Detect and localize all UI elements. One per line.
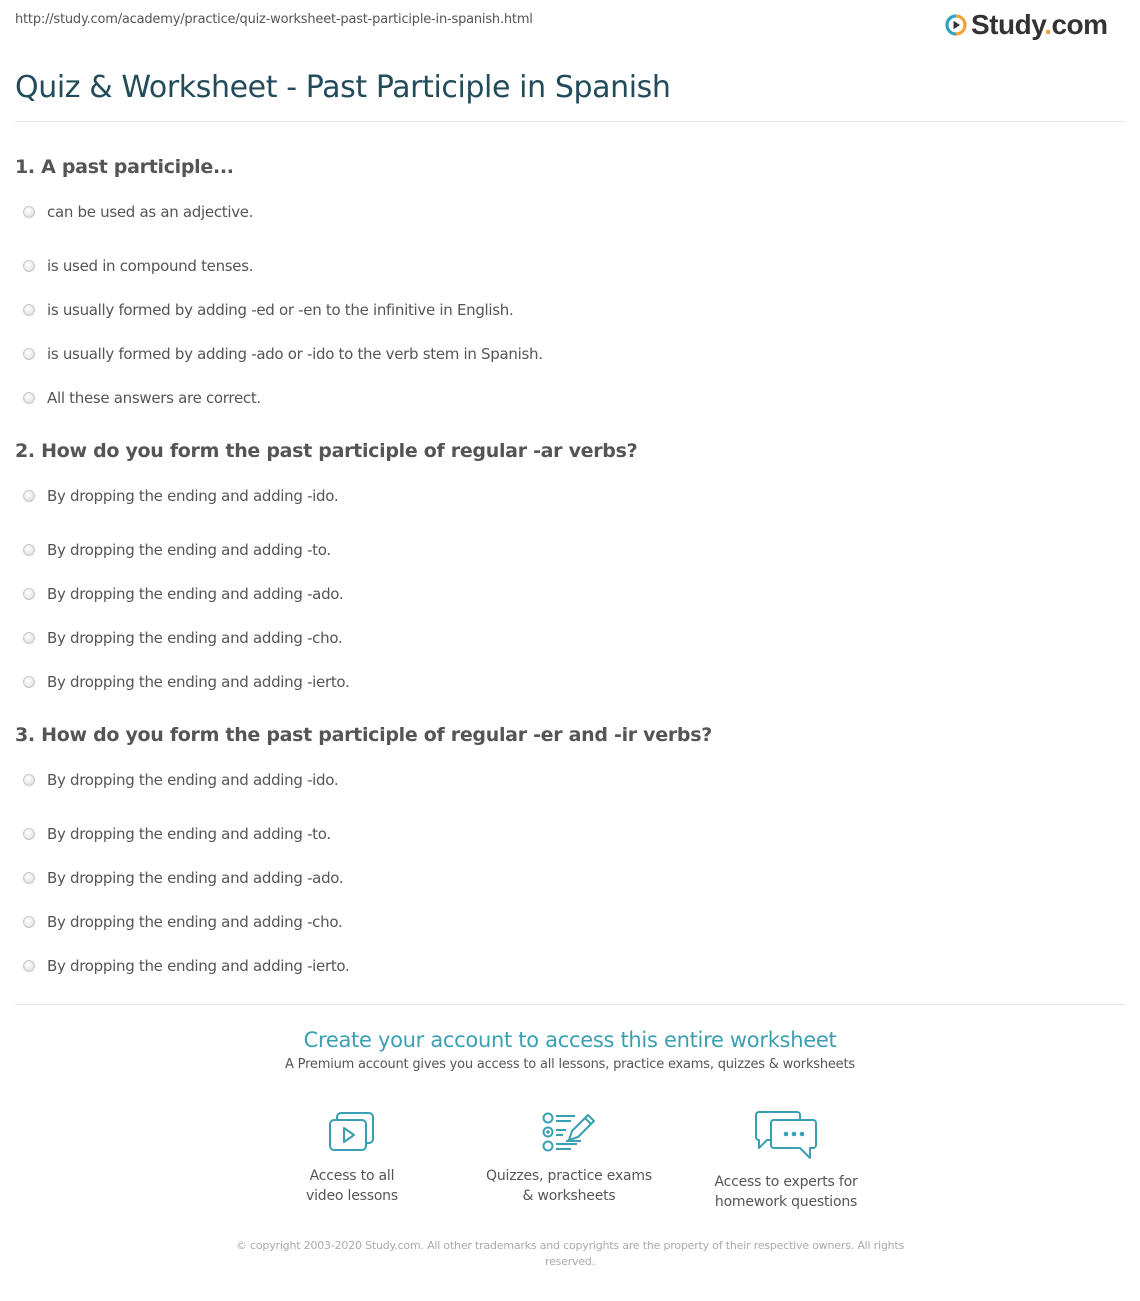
answer-text: is usually formed by adding -ed or -en to the infinitive in English. (47, 301, 514, 319)
study-logo-text: Study.com (971, 9, 1108, 40)
page-title: Quiz & Worksheet - Past Participle in Spanish (15, 70, 671, 105)
page-url: http://study.com/academy/practice/quiz-worksheet-past-participle-in-spanish.html (15, 12, 533, 27)
radio-button-icon[interactable] (23, 828, 35, 840)
study-logo-icon (945, 14, 967, 36)
answer-option[interactable] (15, 376, 543, 420)
feature-label: Access to experts for homework questions (714, 1174, 858, 1210)
answer-option[interactable] (15, 660, 637, 704)
feature-quizzes (469, 1110, 669, 1206)
question-title: 1. A past participle... (15, 156, 234, 178)
radio-button-icon[interactable] (23, 544, 35, 556)
quiz-checklist-icon (469, 1110, 669, 1154)
answer-option[interactable] (15, 244, 543, 288)
signup-cta (0, 1027, 1140, 1072)
question-title: 3. How do you form the past participle of regular -er and -ir verbs? (15, 724, 712, 746)
title-divider (15, 121, 1125, 122)
answer-option[interactable] (15, 484, 637, 507)
answer-option[interactable] (15, 812, 712, 856)
cta-subtitle: A Premium account gives you access to all lessons, practice exams, quizzes & worksheets (285, 1057, 855, 1072)
radio-button-icon[interactable] (23, 872, 35, 884)
answer-text: By dropping the ending and adding -ierto. (47, 957, 350, 975)
create-account-link[interactable]: Create your account to access this entire worksheet (303, 1028, 837, 1052)
radio-button-icon[interactable] (23, 260, 35, 272)
answer-option[interactable] (15, 288, 543, 332)
radio-button-icon[interactable] (23, 960, 35, 972)
radio-button-icon[interactable] (23, 490, 35, 502)
question-3 (15, 723, 712, 988)
radio-button-icon[interactable] (23, 304, 35, 316)
answer-option[interactable] (15, 332, 543, 376)
answer-text: By dropping the ending and adding -to. (47, 825, 331, 843)
answer-option[interactable] (15, 944, 712, 988)
answer-text: By dropping the ending and adding -cho. (47, 629, 343, 647)
chat-bubbles-icon (686, 1110, 886, 1160)
answer-option[interactable] (15, 856, 712, 900)
copyright-notice: © copyright 2003-2020 Study.com. All other trademarks and copyrights are the property of their respective owners. All rights reserved. (235, 1239, 905, 1268)
answer-option[interactable] (15, 616, 637, 660)
answer-list (15, 484, 637, 704)
radio-button-icon[interactable] (23, 916, 35, 928)
answer-text: By dropping the ending and adding -ado. (47, 869, 344, 887)
feature-label: Quizzes, practice exams & worksheets (486, 1168, 652, 1204)
radio-button-icon[interactable] (23, 392, 35, 404)
study-logo[interactable] (945, 8, 1108, 42)
question-2 (15, 439, 637, 704)
answer-option[interactable] (15, 200, 543, 223)
answer-text: By dropping the ending and adding -ado. (47, 585, 344, 603)
radio-button-icon[interactable] (23, 348, 35, 360)
radio-button-icon[interactable] (23, 774, 35, 786)
answer-option[interactable] (15, 528, 637, 572)
content-divider (15, 1004, 1125, 1005)
answer-text: can be used as an adjective. (47, 202, 254, 221)
answer-text: By dropping the ending and adding -ierto. (47, 673, 350, 691)
feature-label: Access to all video lessons (306, 1168, 398, 1204)
answer-list (15, 200, 543, 420)
feature-video-lessons (252, 1110, 452, 1206)
question-1 (15, 155, 543, 420)
radio-button-icon[interactable] (23, 632, 35, 644)
answer-text: is used in compound tenses. (47, 257, 254, 275)
answer-text: By dropping the ending and adding -ido. (47, 770, 339, 789)
answer-option[interactable] (15, 768, 712, 791)
answer-list (15, 768, 712, 988)
question-title: 2. How do you form the past participle of regular -ar verbs? (15, 440, 638, 462)
answer-text: All these answers are correct. (47, 389, 261, 407)
answer-text: By dropping the ending and adding -cho. (47, 913, 343, 931)
answer-text: By dropping the ending and adding -to. (47, 541, 331, 559)
radio-button-icon[interactable] (23, 676, 35, 688)
radio-button-icon[interactable] (23, 588, 35, 600)
answer-text: is usually formed by adding -ado or -ido to the verb stem in Spanish. (47, 345, 543, 363)
answer-option[interactable] (15, 900, 712, 944)
radio-button-icon[interactable] (23, 206, 35, 218)
video-lessons-icon (252, 1110, 452, 1154)
answer-option[interactable] (15, 572, 637, 616)
feature-experts (686, 1110, 886, 1212)
answer-text: By dropping the ending and adding -ido. (47, 486, 339, 505)
